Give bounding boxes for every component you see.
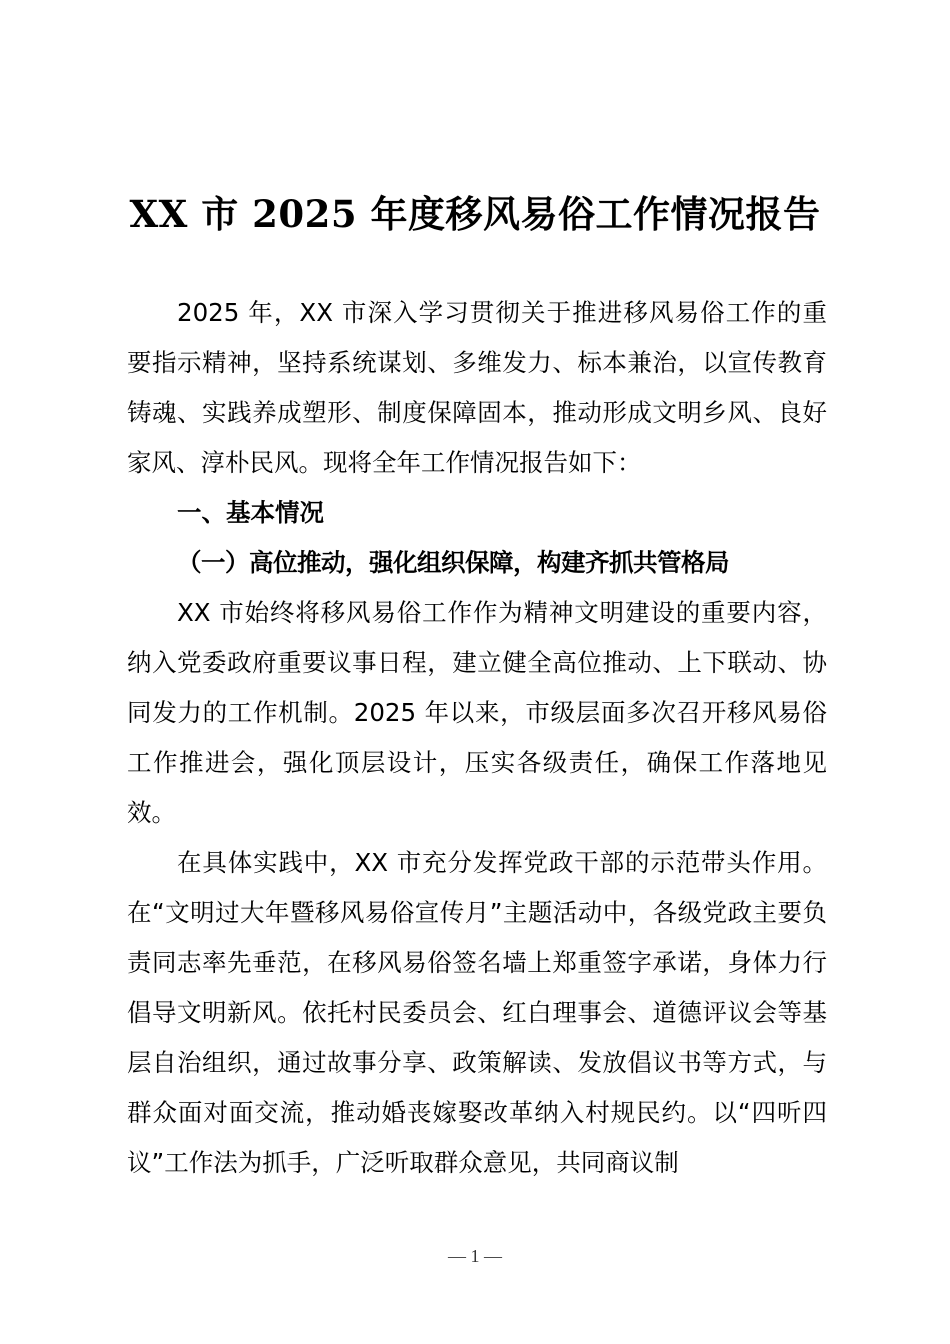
intro-paragraph: 2025 年，XX 市深入学习贯彻关于推进移风易俗工作的重要指示精神，坚持系统谋划、多维发力、标本兼治，以宣传教育铸魂、实践养成塑形、制度保障固本，推动形成文明乡风、良好家风、淳朴民风。现将全年工作情况报告如下： [127,298,827,477]
body-paragraph-2: 在具体实践中，XX 市充分发挥党政干部的示范带头作用。在“文明过大年暨移风易俗宣传月”主题活动中，各级党政主要负责同志率先垂范，在移风易俗签名墙上郑重签字承诺，身体力行倡导文明新风。依托村民委员会、红白理事会、道德评议会等基层自治组织，通过故事分享、政策解读、发放倡议书等方式，与群众面对面交流，推动婚丧嫁娶改革纳入村规民约。以“四听四议”工作法为抓手，广泛听取群众意见，共同商议制 [127,848,827,1177]
document-title: XX 市 2025 年度移风易俗工作情况报告 [129,192,821,236]
body-paragraph-1: XX 市始终将移风易俗工作作为精神文明建设的重要内容，纳入党委政府重要议事日程，建立健全高位推动、上下联动、协同发力的工作机制。2025 年以来，市级层面多次召开移风易俗工作推进会，强化顶层设计，压实各级责任，确保工作落地见效。 [127,598,827,827]
subsection-heading: （一）高位推动，强化组织保障，构建齐抓共管格局 [177,548,729,577]
section-heading: 一、基本情况 [177,498,324,527]
page-number: — 1 — [448,1246,502,1266]
document-body [127,288,827,1188]
